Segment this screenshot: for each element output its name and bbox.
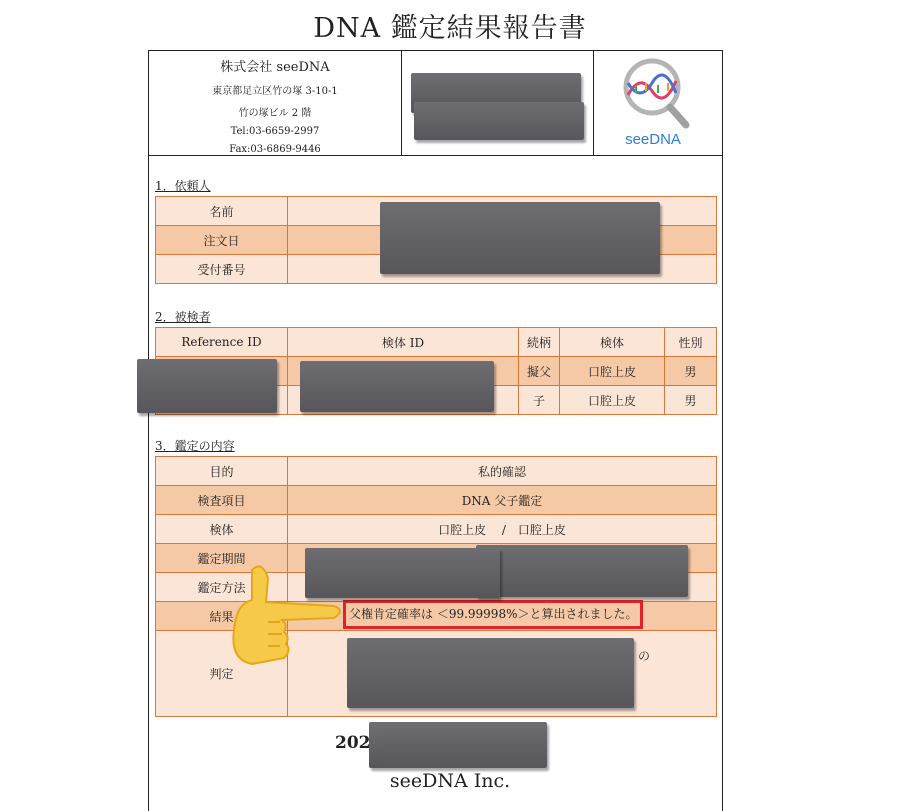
purpose-label: 目的 xyxy=(156,457,288,486)
col-sex: 性別 xyxy=(665,328,717,357)
purpose-value: 私的確認 xyxy=(288,457,717,486)
redaction-block xyxy=(300,361,494,412)
specimen-label: 検体 xyxy=(156,515,288,544)
redaction-block xyxy=(347,638,634,708)
test-item-label: 検査項目 xyxy=(156,486,288,515)
report-date: 202 xyxy=(335,733,371,753)
redaction-block xyxy=(369,722,547,768)
col-sample: 検体 xyxy=(560,328,665,357)
client-name-label: 名前 xyxy=(156,197,288,226)
pointing-hand-icon xyxy=(222,560,347,680)
result-highlight: 父権肯定確率は ＜99.99998%＞と算出されました。 xyxy=(343,600,643,629)
col-sample-id: 検体 ID xyxy=(288,328,519,357)
company-tel: Tel:03-6659-2997 xyxy=(230,126,320,137)
test-item-value: DNA 父子鑑定 xyxy=(288,486,717,515)
order-date-label: 注文日 xyxy=(156,226,288,255)
company-address1: 東京都足立区竹の塚 3-10-1 xyxy=(212,86,338,97)
specimen-value: 口腔上皮 / 口腔上皮 xyxy=(288,515,717,544)
company-fax: Fax:03-6869-9446 xyxy=(229,144,321,155)
logo-cell xyxy=(594,51,722,155)
relation-2: 子 xyxy=(519,386,560,415)
method-label: 鑑定方法 xyxy=(156,573,288,602)
col-reference-id: Reference ID xyxy=(156,328,288,357)
verdict-label: 判定 xyxy=(156,631,288,717)
page-title: DNA 鑑定結果報告書 xyxy=(313,13,587,44)
receipt-number-label: 受付番号 xyxy=(156,255,288,284)
section1-heading: 1．依頼人 xyxy=(155,179,211,193)
company-name: 株式会社 seeDNA xyxy=(220,60,330,75)
period-label: 鑑定期間 xyxy=(156,544,288,573)
company-info xyxy=(149,51,402,155)
relation-1: 擬父 xyxy=(519,357,560,386)
section2-heading: 2．被検者 xyxy=(155,310,211,324)
logo-text: seeDNA xyxy=(625,131,681,148)
sample-1: 口腔上皮 xyxy=(560,357,665,386)
company-address2: 竹の塚ビル 2 階 xyxy=(238,108,312,119)
company-footer: seeDNA Inc. xyxy=(389,770,511,792)
redaction-block xyxy=(380,202,660,274)
col-relation: 続柄 xyxy=(519,328,560,357)
verdict-trailing-text: の xyxy=(638,649,651,663)
sample-2: 口腔上皮 xyxy=(560,386,665,415)
redaction-block xyxy=(476,545,688,597)
redaction-block xyxy=(414,102,584,140)
result-label: 結果 xyxy=(156,602,288,631)
redaction-block xyxy=(137,359,277,413)
sex-2: 男 xyxy=(665,386,717,415)
sex-1: 男 xyxy=(665,357,717,386)
section3-heading: 3．鑑定の内容 xyxy=(155,439,235,453)
